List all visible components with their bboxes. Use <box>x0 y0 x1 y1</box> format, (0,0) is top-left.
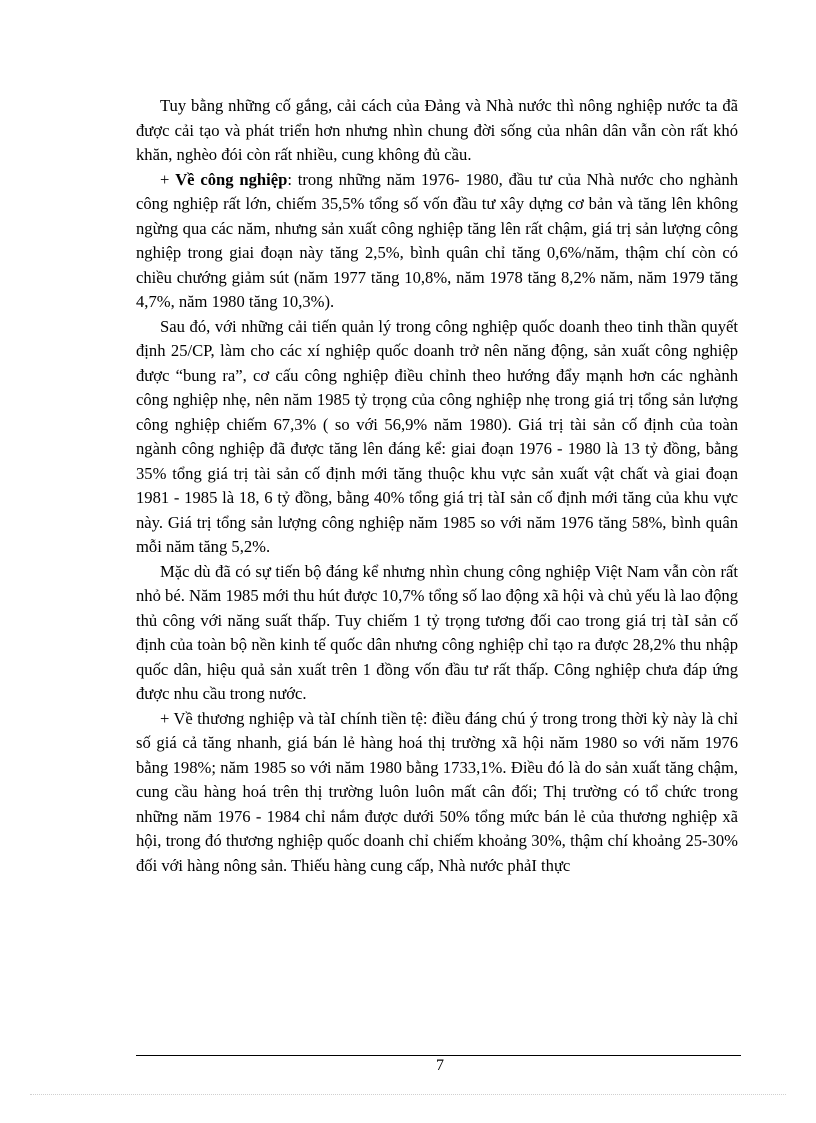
paragraph-industry <box>136 168 738 315</box>
paragraph-commerce-finance <box>136 707 738 879</box>
page-number: 7 <box>436 1057 444 1074</box>
paragraph-industry-reform <box>136 315 738 560</box>
paragraph-text: + Về thương nghiệp và tàI chính tiền tệ: điều đáng chú ý trong trong thời kỳ này là chỉ số giá cả tăng nhanh, giá bán lẻ hàng hoá thị trường xã hội năm 1980 so với năm 1976 bằng 198%; năm 1985 so với năm 1980 bằng 1733,1%. Điều đó là do sản xuất tăng chậm, cung cầu hàng hoá trên thị trường luôn luôn mất cân đối; Thị trường có tổ chức trong những năm 1976 - 1984 chỉ nắm được dưới 50% tổng mức bán lẻ của thương nghiệp xã hội, trong đó thương nghiệp quốc doanh chỉ chiếm khoảng 30%, thậm chí khoảng 25-30% đối với hàng nông sản. Thiếu hàng cung cấp, Nhà nước phảI thực <box>136 708 738 875</box>
paragraph-text: Tuy bằng những cố gắng, cải cách của Đảng và Nhà nước thì nông nghiệp nước ta đã được cải tạo và phát triển hơn nhưng nhìn chung đời sống của nhân dân vẫn còn rất khó khăn, nghèo đói còn rất nhiều, cung không đủ cầu. <box>136 96 738 164</box>
paragraph-industry-limits <box>136 560 738 707</box>
paragraph-text: : trong những năm 1976- 1980, đầu tư của Nhà nước cho nghành công nghiệp rất lớn, chiếm 35,5% tổng số vốn đầu tư xây dựng cơ bản và tăng lên không ngừng qua các năm, nhưng sản xuất công nghiệp tăng lên rất chậm, giá trị sản lượng công nghiệp trong giai đoạn này tăng 2,5%, bình quân chỉ tăng 0,6%/năm, thậm chí còn có chiều chướng giảm sút (năm 1977 tăng 10,8%, năm 1978 tăng 8,2% năm, năm 1979 tăng 4,7%, năm 1980 tăng 10,3%). <box>136 169 738 311</box>
paragraph-text: Mặc dù đã có sự tiến bộ đáng kể nhưng nhìn chung công nghiệp Việt Nam vẫn còn rất nhỏ bé. Năm 1985 mới thu hút được 10,7% tổng số lao động xã hội và chủ yếu là lao động thủ công với năng suất thấp. Tuy chiếm 1 tỷ trọng tương đối cao trong giá trị tàI sản cố định của toàn bộ nền kinh tế quốc dân nhưng công nghiệp chỉ tạo ra được 28,2% thu nhập quốc dân, hiệu quả sản xuất trên 1 đồng vốn đầu tư rất thấp. Công nghiệp chưa đáp ứng được nhu cầu trong nước. <box>136 561 738 703</box>
page-bottom-border <box>30 1094 786 1095</box>
body-text <box>136 94 738 878</box>
bullet-prefix: + <box>160 169 176 189</box>
paragraph-text: Sau đó, với những cải tiến quản lý trong công nghiệp quốc doanh theo tinh thần quyết định 25/CP, làm cho các xí nghiệp quốc doanh trở nên năng động, sản xuất công nghiệp được “bung ra”, cơ cấu công nghiệp điều chỉnh theo hướng đẩy mạnh hơn các nghành công nghiệp nhẹ, nên năm 1985 tỷ trọng của công nghiệp nhẹ trong giá trị tổng sản lượng công nghiệp chiếm 67,3% ( so với 56,9% năm 1980). Giá trị tài sản cố định của toàn ngành công nghiệp đã được tăng lên đáng kể: giai đoạn 1976 - 1980 là 13 tỷ đồng, bằng 35% tổng giá trị tài sản cố định mới tăng thuộc khu vực sản xuất vật chất và giai đoạn 1981 - 1985 là 18, 6 tỷ đồng, bằng 40% tổng giá trị tàI sản cố định mới tăng của khu vực này. Giá trị tổng sản lượng công nghiệp năm 1985 so với năm 1976 tăng 58%, bình quân mỗi năm tăng 5,2%. <box>136 316 738 556</box>
section-heading-industry: Về công nghiệp <box>175 169 288 189</box>
paragraph-agriculture-summary <box>136 94 738 168</box>
